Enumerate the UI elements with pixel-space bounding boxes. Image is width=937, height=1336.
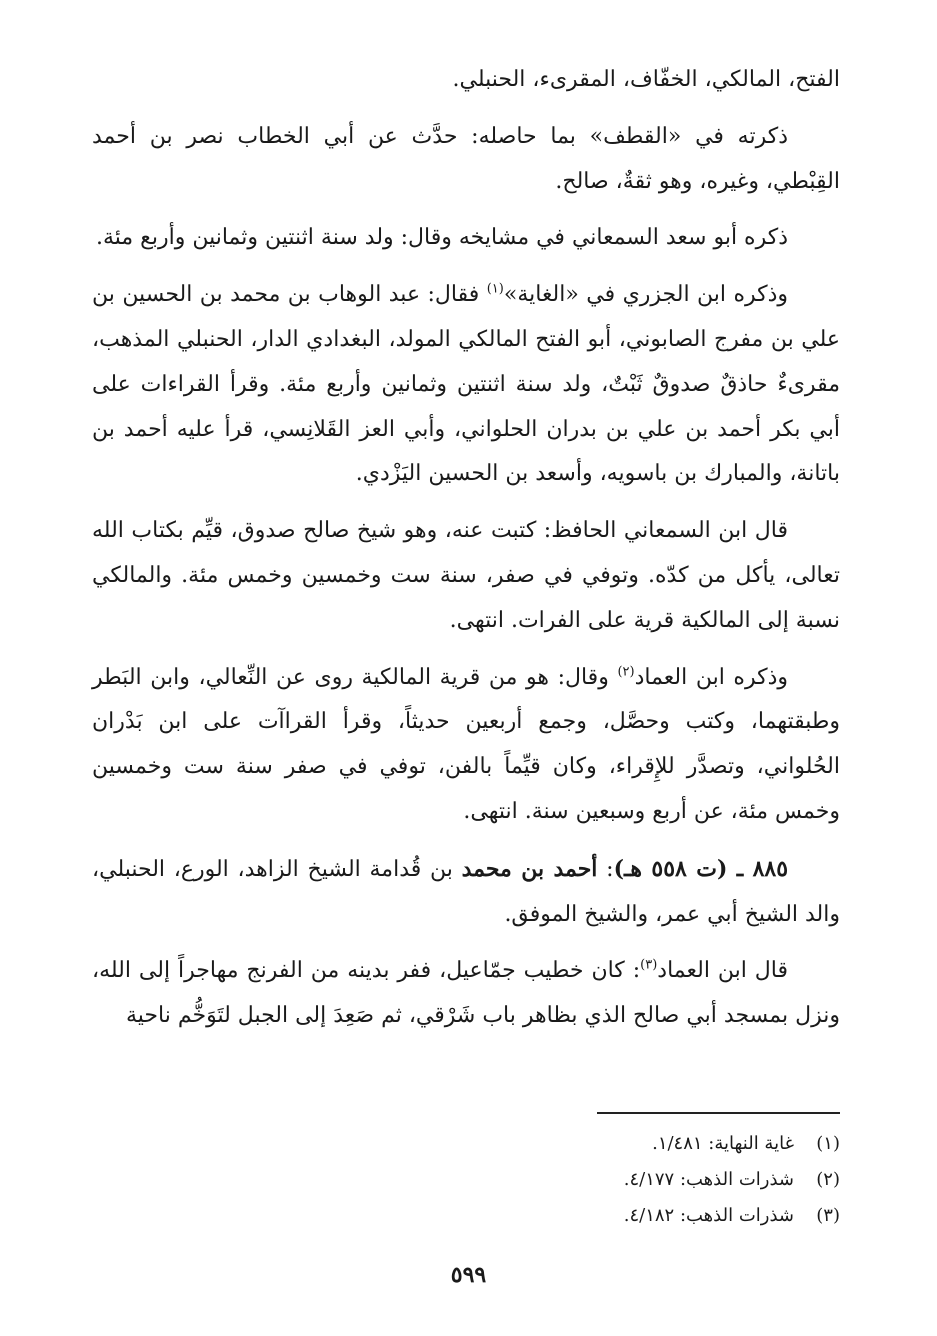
paragraph-text: وذكره ابن الجزري في «الغاية» <box>503 282 789 308</box>
paragraph-text: بن قُدامة الشيخ الزاهد، الورع، الحنبلي، والد الشيخ أبي عمر، والشيخ الموفق. <box>92 856 840 927</box>
footnote-item <box>340 1162 840 1198</box>
paragraph-text: : كان خطيب جمّاعيل، ففر بدينه من الفرنج مهاجراً إلى الله، ونزل بمسجد أبي صالح الذي بظاهر باب شَرْقي، ثم صَعِدَ إلى الجبل لتَوَخُّم ناحية <box>92 958 840 1029</box>
footnote-number: (١) <box>816 1133 840 1154</box>
paragraph-continuation: الفتح، المالكي، الخفّاف، المقرىء، الحنبلي. <box>452 67 840 92</box>
entry-885 <box>92 847 840 938</box>
page-body <box>92 58 840 1051</box>
entry-name: أحمد بن محمد <box>461 855 598 882</box>
paragraph-imad-2 <box>92 949 840 1039</box>
paragraph-samani-hafiz: قال ابن السمعاني الحافظ: كتبت عنه، وهو شيخ صالح صدوق، قيِّم بكتاب الله تعالى، يأكل من كدّه. وتوفي في صفر، سنة ست وخمسين وخمس مئة. والمالكي نسبة إلى المالكية قرية على الفرات. انتهى. <box>92 518 840 633</box>
footnote-number: (٣) <box>816 1205 840 1226</box>
footnote-ref-2[interactable]: (٢) <box>617 664 635 680</box>
footnote-item <box>340 1198 840 1234</box>
paragraph-jazari <box>92 273 840 497</box>
paragraph-text: قال ابن العماد <box>657 958 788 984</box>
entry-separator: : <box>597 856 614 882</box>
footnote-divider <box>597 1112 840 1114</box>
page-number: ٥٩٩ <box>450 1262 487 1288</box>
footnote-text: غاية النهاية: ١/٤٨١. <box>652 1133 794 1154</box>
footnote-text: شذرات الذهب: ٤/١٧٧. <box>623 1169 794 1190</box>
footnote-item <box>340 1126 840 1162</box>
paragraph-qatf: ذكرته في «القطف» بما حاصله: حدَّث عن أبي الخطاب نصر بن أحمد القِبْطي، وغيره، وهو ثقةٌ، صالح. <box>92 123 840 194</box>
paragraph-text: فقال: عبد الوهاب بن محمد بن الحسين بن علي بن مفرج الصابوني، أبو الفتح المالكي المولد، البغدادي الدار، الحنبلي المذهب، مقرىءٌ حاذقٌ صدوقٌ ثَبْتٌ، ولد سنة اثنتين وثمانين وأربع مئة. وقرأ القراءات على أبي بكر أحمد بن علي بن بدران الحلواني، وأبي العز القَلانِسي، قرأ عليه أحمد بن باتانة، والمبارك بن باسويه، وأسعد بن الحسين اليَزْدي. <box>92 282 840 487</box>
footnote-ref-3[interactable]: (٣) <box>640 958 658 974</box>
paragraph-text: وقال: هو من قرية المالكية روى عن النِّعالي، وابن البَطر وطبقتهما، وكتب وحصَّل، وجمع أربعين حديثاً، وقرأ القراآت على ابن بَدْران الحُلواني، وتصدَّر للإِقراء، وكان قيِّماً بالفن، توفي في صفر سنة ست وخمسين وخمس مئة، عن أربع وسبعين سنة. انتهى. <box>92 664 840 824</box>
paragraph-text: وذكره ابن العماد <box>634 664 788 690</box>
entry-number: ٨٨٥ ـ (ت ٥٥٨ هـ) <box>613 855 789 882</box>
footnotes <box>340 1126 840 1234</box>
paragraph-samani: ذكره أبو سعد السمعاني في مشايخه وقال: ولد سنة اثنتين وثمانين وأربع مئة. <box>95 225 788 251</box>
footnote-text: شذرات الذهب: ٤/١٨٢. <box>623 1205 794 1226</box>
footnote-number: (٢) <box>816 1169 840 1190</box>
footnote-ref-1[interactable]: (١) <box>486 281 504 297</box>
paragraph-imad-1 <box>92 656 840 835</box>
